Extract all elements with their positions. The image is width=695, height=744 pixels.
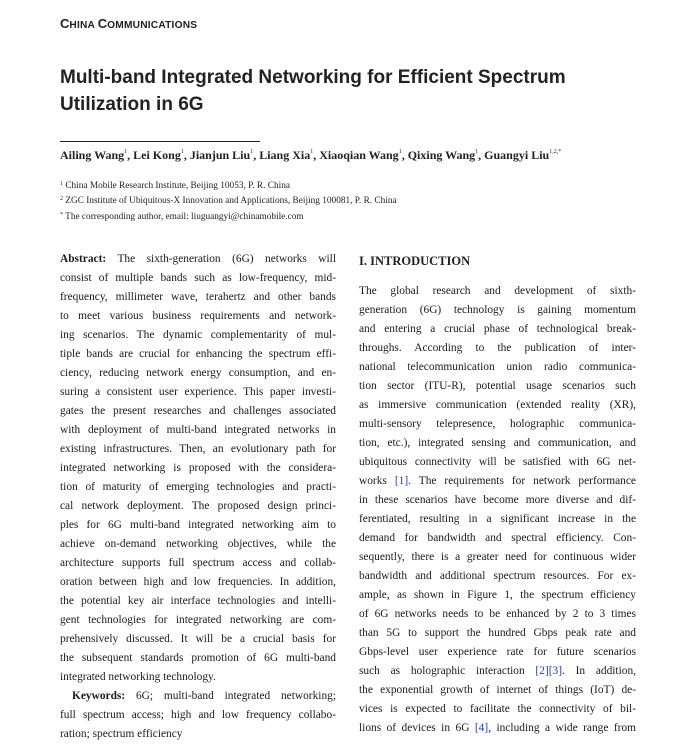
journal-name: CHINA COMMUNICATIONS bbox=[60, 16, 198, 31]
author: Xiaoqian Wang$^1$, bbox=[319, 148, 408, 162]
abstract-line: consist of multiple bands such as low-frequency, mid- bbox=[60, 272, 336, 284]
keywords-line: Keywords: 6G; multi-band integrated networking; bbox=[72, 690, 336, 702]
intro-line: of 6G networks needs to be enhanced by 2 to 3 times bbox=[359, 608, 636, 620]
abstract-line: architecture supports full spectrum access and collab- bbox=[60, 557, 336, 569]
intro-line: ubiquitous connectivity will be satisfied with 6G net- bbox=[359, 456, 636, 468]
intro-line: national telecommunication union radio communica- bbox=[359, 361, 636, 373]
intro-line: such as holographic interaction [2][3]. In addition, bbox=[359, 665, 636, 677]
abstract-label: Abstract: bbox=[60, 253, 107, 265]
abstract-line: existing infrastructures. Then, an evolutionary path for bbox=[60, 443, 336, 455]
affiliations bbox=[60, 178, 397, 224]
corresponding-author: * The corresponding author, email: liuguangyi@chinamobile.com bbox=[60, 211, 304, 222]
intro-line: Gbps-level user experience rate for future scenarios bbox=[359, 646, 636, 658]
section-heading-introduction: I. INTRODUCTION bbox=[359, 254, 471, 268]
intro-line: works [1]. The requirements for network performance bbox=[359, 475, 636, 487]
intro-line: as immersive communication (extended reality (XR), bbox=[359, 399, 636, 411]
intro-line: throughs. According to the publication of inter- bbox=[359, 342, 636, 354]
abstract-line: cal network deployment. The proposed design princi- bbox=[60, 500, 336, 512]
intro-line: the exponential growth of internet of things (IoT) de- bbox=[359, 684, 636, 696]
intro-line: lions of devices in 6G [4], including a wide range from bbox=[359, 722, 636, 734]
abstract-line: Abstract: The sixth-generation (6G) networks will bbox=[60, 253, 336, 265]
intro-line: and entering a crucial phase of technological break- bbox=[359, 323, 636, 335]
intro-line: multi-sensory telepresence, holographic communica- bbox=[359, 418, 636, 430]
author: Guangyi Liu$^{1,2,*}$ bbox=[484, 148, 562, 162]
abstract-column bbox=[60, 250, 336, 744]
title-line: Utilization in 6G bbox=[60, 94, 204, 115]
author-list bbox=[60, 148, 561, 163]
title-line: Multi-band Integrated Networking for Efficient Spectrum bbox=[60, 67, 566, 88]
paper-title bbox=[60, 64, 640, 118]
intro-line: vices is expected to facilitate the connectivity of bil- bbox=[359, 703, 636, 715]
abstract-line: achieve on-demand networking objectives, while the bbox=[60, 538, 336, 550]
abstract-line: the subsequent standards promotion of 6G multi-band bbox=[60, 652, 336, 664]
intro-line: sequently, there is a greater need for continuous wider bbox=[359, 551, 636, 563]
citation-link[interactable]: [2] bbox=[535, 665, 549, 677]
keywords-line: ration; spectrum efficiency bbox=[60, 728, 183, 740]
abstract-line: tiple bands are crucial for enhancing the spectrum effi- bbox=[60, 348, 336, 360]
abstract-line: gates the present researches and challenges associated bbox=[60, 405, 336, 417]
abstract-line: ples for 6G multi-band integrated networking aim to bbox=[60, 519, 336, 531]
author: Ailing Wang$^1$, bbox=[60, 148, 134, 162]
abstract-line: integrated networking is proposed with the considera- bbox=[60, 462, 336, 474]
author: Liang Xia$^1$, bbox=[259, 148, 320, 162]
author: Qixing Wang$^1$, bbox=[407, 148, 485, 162]
author: Jianjun Liu$^1$, bbox=[189, 148, 260, 162]
intro-line: generation (6G) technology is gaining momentum bbox=[359, 304, 636, 316]
abstract-line: gent technologies for integrated networking are com- bbox=[60, 614, 336, 626]
abstract-line: the potential key air interface technologies and intelli- bbox=[60, 595, 336, 607]
abstract-line: prehensively discussed. It will be a crucial basis for bbox=[60, 633, 336, 645]
keywords-label: Keywords: bbox=[72, 690, 126, 702]
abstract-line: suring a consistent user experience. This paper investi- bbox=[60, 386, 336, 398]
intro-line: ample, as shown in Figure 1, the spectrum efficiency bbox=[359, 589, 636, 601]
keywords-line: full spectrum access; high and low frequency collabo- bbox=[60, 709, 336, 721]
intro-line: bandwidth and additional spectrum resources. For ex- bbox=[359, 570, 636, 582]
intro-line: in these scenarios have become more diverse and dif- bbox=[359, 494, 636, 506]
intro-line: than 5G to support the hundred Gbps peak rate and bbox=[359, 627, 636, 639]
abstract-line: to meet various business requirements and network- bbox=[60, 310, 336, 322]
abstract-line: frequency, millimeter wave, terahertz and other bands bbox=[60, 291, 336, 303]
intro-line: tion sector (ITU-R), potential usage scenarios such bbox=[359, 380, 636, 392]
abstract-line: ciency, reducing network energy consumption, and en- bbox=[60, 367, 336, 379]
intro-line: The global research and development of sixth- bbox=[359, 285, 636, 297]
author: Lei Kong$^1$, bbox=[133, 148, 190, 162]
intro-line: tion, etc.), integrated sensing and communication, and bbox=[359, 437, 636, 449]
abstract-line: oration between high and low frequencies. In addition, bbox=[60, 576, 336, 588]
abstract-line: with deployment of multi-band integrated networks in bbox=[60, 424, 336, 436]
intro-line: ferentiated, resulting in a significant increase in the bbox=[359, 513, 636, 525]
affiliation-item: $^1$ China Mobile Research Institute, Beijing 10053, P. R. China bbox=[60, 181, 290, 191]
title-divider bbox=[60, 141, 260, 142]
abstract-line: ing scenarios. The dynamic complementarity of mul- bbox=[60, 329, 336, 341]
citation-link[interactable]: [4] bbox=[474, 722, 489, 734]
citation-link[interactable]: [1] bbox=[394, 475, 409, 487]
introduction-column bbox=[359, 282, 636, 738]
abstract-line: integrated networking technology. bbox=[60, 671, 216, 683]
affiliation-item: $^2$ ZGC Institute of Ubiquitous-X Innovation and Applications, Beijing 100081, P. R. China bbox=[60, 196, 397, 207]
citation-link[interactable]: [3] bbox=[548, 665, 563, 677]
intro-line: demand for bandwidth and spectral efficiency. Con- bbox=[359, 532, 636, 544]
abstract-line: tion of maturity of emerging technologies and practi- bbox=[60, 481, 336, 493]
